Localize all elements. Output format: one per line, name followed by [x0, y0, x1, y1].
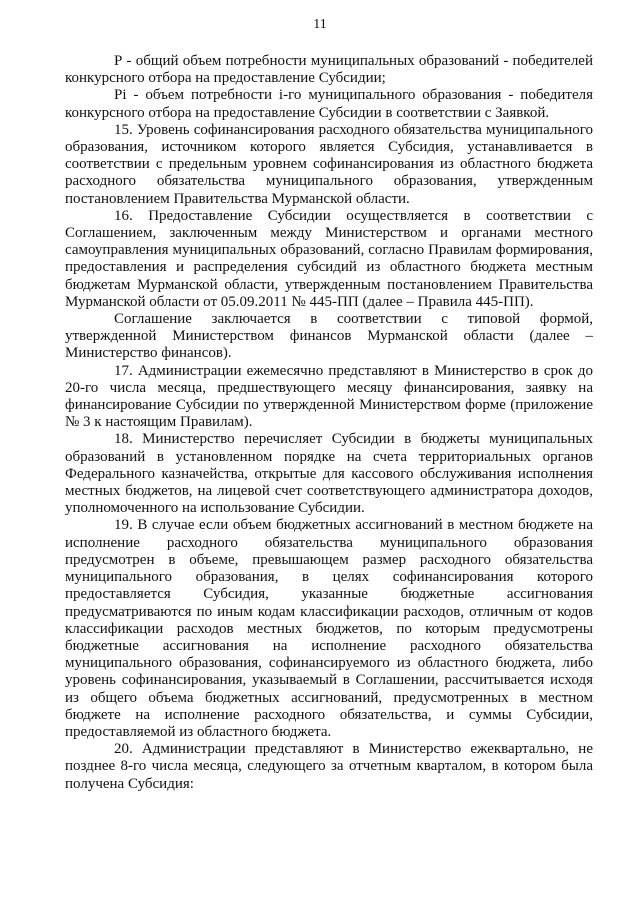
page-number: 11 [313, 17, 327, 32]
paragraph-agreement: Соглашение заключается в соответствии с типовой формой, утвержденной Министерством финансов Мурманской области (далее – Министерство финансов). [65, 311, 593, 362]
paragraph-item-19: 19. В случае если объем бюджетных ассигнований в местном бюджете на исполнение расходного обязательства муниципального образования предусмотрен в объеме, превышающем размер расходного обязательства муниципального образования, в целях софинансирования которого предоставляется Субсидия, указанные бюджетные ассигнования предусматриваются по иным кодам классификации расходов, отличным от кодов классификации расходов местных бюджетов, по которым предусмотрены бюджетные ассигнования на исполнение расходного обязательства муниципального образования, софинансируемого из областного бюджета, либо уровень софинансирования, указываемый в Соглашении, рассчитывается исходя из общего объема бюджетных ассигнований, предусмотренных в местном бюджете на исполнение расходного обязательства, и суммы Субсидии, предоставляемой из областного бюджета. [65, 517, 593, 740]
paragraph-p-total-definition: Р - общий объем потребности муниципальных образований - победителей конкурсного отбора на предоставление Субсидии; [65, 53, 593, 87]
paragraph-item-15: 15. Уровень софинансирования расходного обязательства муниципального образования, источником которого является Субсидия, устанавливается в соответствии с предельным уровнем софинансирования из областного бюджета расходного обязательства муниципального образования, утвержденным постановлением Правительства Мурманской области. [65, 121, 593, 207]
paragraph-pi-definition: Pi - объем потребности i-го муниципального образования - победителя конкурсного отбора на предоставление Субсидии в соответствии с Заявкой. [65, 87, 593, 121]
paragraph-item-17: 17. Администрации ежемесячно представляют в Министерство в срок до 20-го числа месяца, предшествующего месяцу финансирования, заявку на финансирование Субсидии по утвержденной Министерством форме (приложение № 3 к настоящим Правилам). [65, 362, 593, 431]
paragraph-item-16: 16. Предоставление Субсидии осуществляется в соответствии с Соглашением, заключенным между Министерством и органами местного самоуправления муниципальных образований, согласно Правилам формирования, предоставления и распределения субсидий из областного бюджета местным бюджетам Мурманской области, утвержденным постановлением Правительства Мурманской области от 05.09.2011 № 445-ПП (далее – Правила 445-ПП). [65, 207, 593, 310]
paragraph-item-18: 18. Министерство перечисляет Субсидии в бюджеты муниципальных образований в установленном порядке на счета территориальных органов Федерального казначейства, открытые для кассового обслуживания исполнения местных бюджетов, на лицевой счет соответствующего администратора доходов, уполномоченного на использование Субсидии. [65, 431, 593, 517]
paragraph-item-20: 20. Администрации представляют в Министерство ежеквартально, не позднее 8-го числа месяца, следующего за отчетным кварталом, в котором была получена Субсидия: [65, 741, 593, 792]
document-body [65, 53, 593, 793]
